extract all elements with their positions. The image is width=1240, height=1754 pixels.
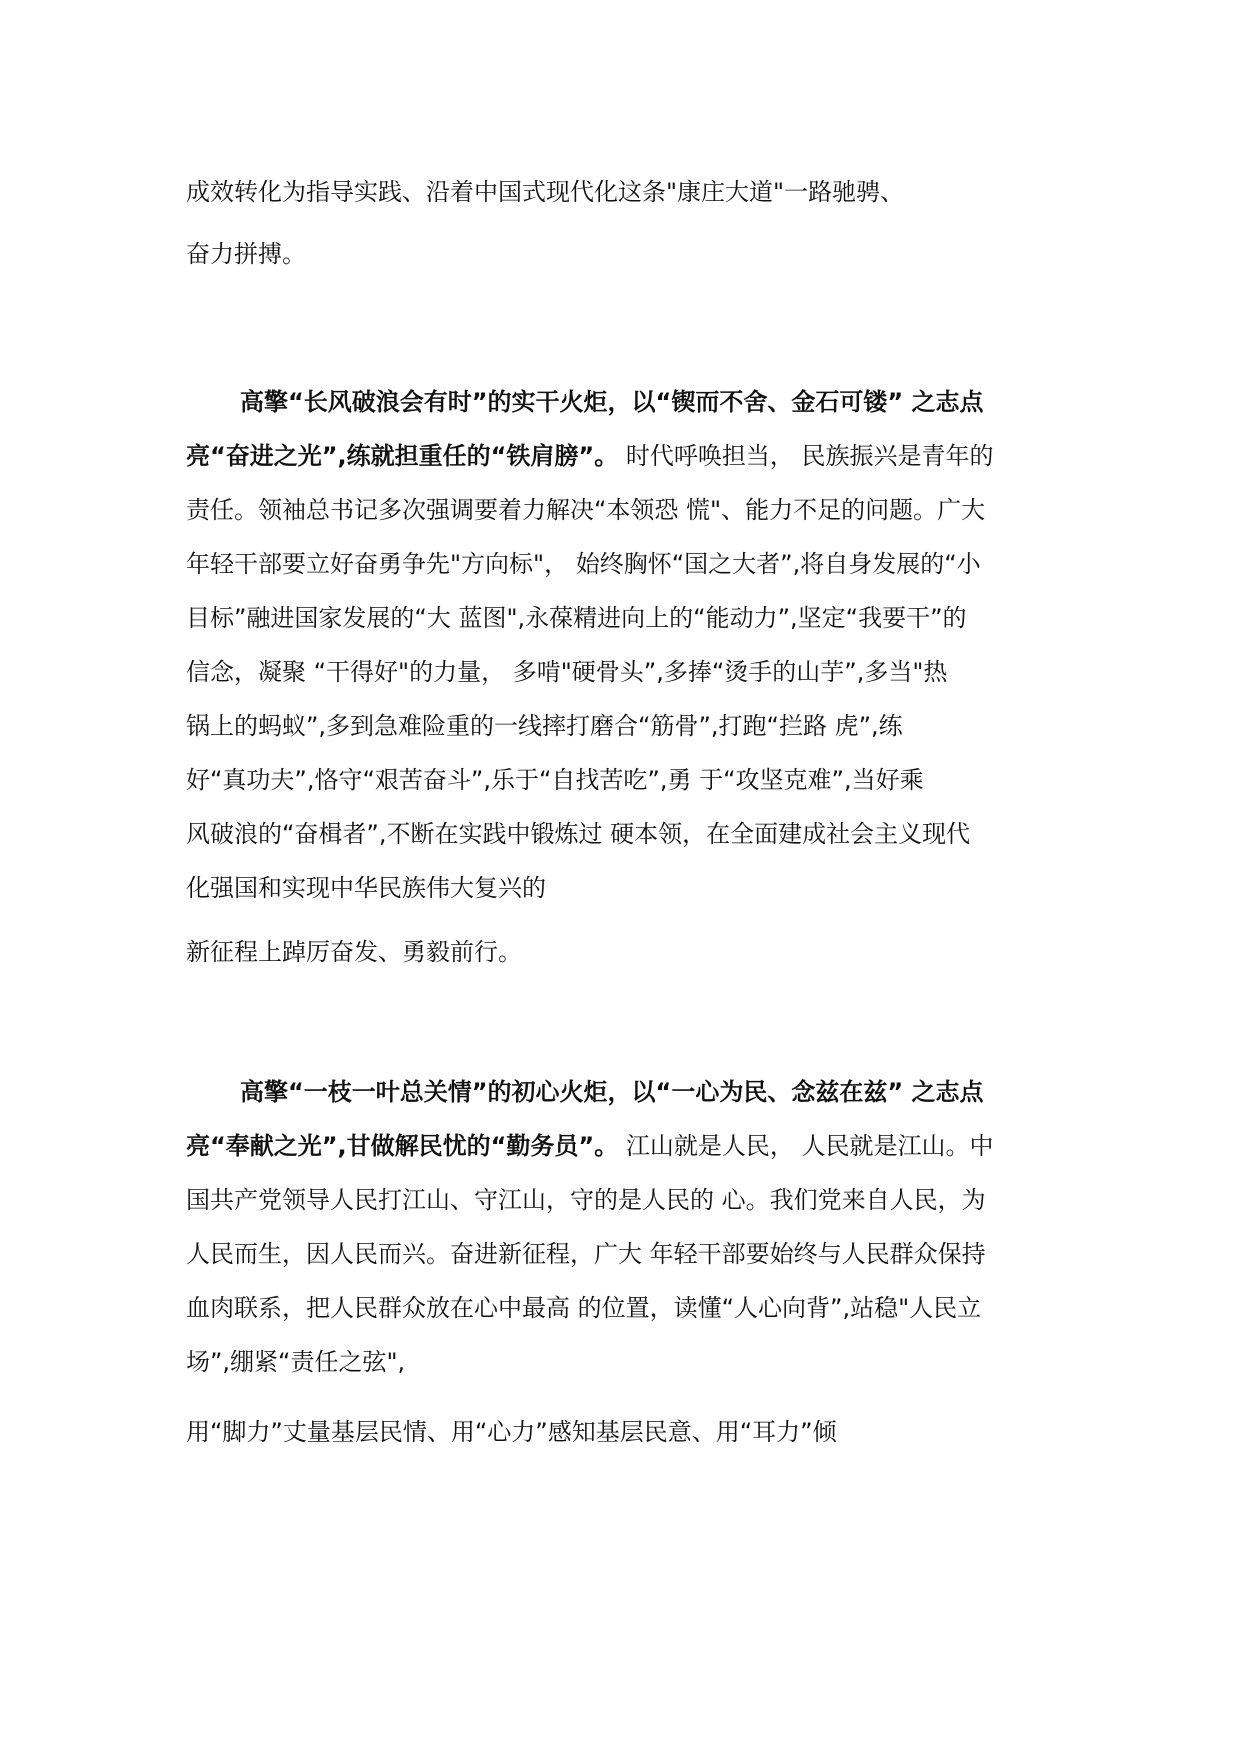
text-line: 奋力拼搏。	[186, 240, 306, 268]
text-line: 血肉联系，把人民群众放在心中最高 的位置，读懂“人心向背”,站稳"人民立	[186, 1294, 982, 1322]
text-line: 锅上的蚂蚁”,多到急难险重的一线摔打磨合“筋骨”,打跑“拦路 虎”,练	[186, 712, 903, 740]
text-line: 年轻干部要立好奋勇争先"方向标"， 始终胸怀“国之大者”,将自身发展的“小	[186, 550, 981, 578]
text-line: 化强国和实现中华民族伟大复兴的	[186, 874, 546, 902]
text-span: 江山就是人民， 人民就是江山。中	[618, 1132, 994, 1160]
text-line: 用“脚力”丈量基层民情、用“心力”感知基层民意、用“耳力”倾	[186, 1418, 837, 1446]
text-line: 风破浪的“奋楫者”,不断在实践中锻炼过 硬本领，在全面建成社会主义现代	[186, 820, 971, 848]
text-line: 新征程上踔厉奋发、勇毅前行。	[186, 938, 522, 966]
text-line: 目标”融进国家发展的“大 蓝图",永葆精进向上的“能动力”,坚定“我要干”的	[186, 604, 967, 632]
section-heading-line: 高擎“长风破浪会有时”的实干火炬，以“锲而不舍、金石可镂” 之志点	[240, 388, 984, 416]
text-line: 好“真功夫”,恪守“艰苦奋斗”,乐于“自找苦吃”,勇 于“攻坚克难”,当好乘	[186, 766, 924, 794]
text-line: 人民而生，因人民而兴。奋进新征程，广大 年轻干部要始终与人民群众保持	[186, 1240, 986, 1268]
section-heading-text: 亮“奋进之光”,练就担重任的“铁肩膀”。	[186, 442, 619, 470]
text-line: 责任。领袖总书记多次强调要着力解决“本领恐 慌"、能力不足的问题。广大	[186, 496, 986, 524]
text-line: 场”,绷紧“责任之弦",	[186, 1348, 406, 1376]
text-line: 成效转化为指导实践、沿着中国式现代化这条"康庄大道"一路驰骋、	[186, 178, 905, 206]
section-heading-line: 高擎“一枝一叶总关情”的初心火炬，以“一心为民、念兹在兹” 之志点	[240, 1078, 984, 1106]
text-span: 时代呼唤担当， 民族振兴是青年的	[618, 442, 994, 470]
text-line	[186, 440, 1066, 472]
text-line: 信念，凝聚 “干得好"的力量， 多啃"硬骨头”,多捧“烫手的山芋”,多当"热	[186, 658, 948, 686]
section-heading-text: 亮“奉献之光”,甘做解民忧的“勤务员”。	[186, 1132, 619, 1160]
text-line	[186, 1130, 1066, 1162]
text-line: 国共产党领导人民打江山、守江山，守的是人民的 心。我们党来自人民，为	[186, 1186, 986, 1214]
